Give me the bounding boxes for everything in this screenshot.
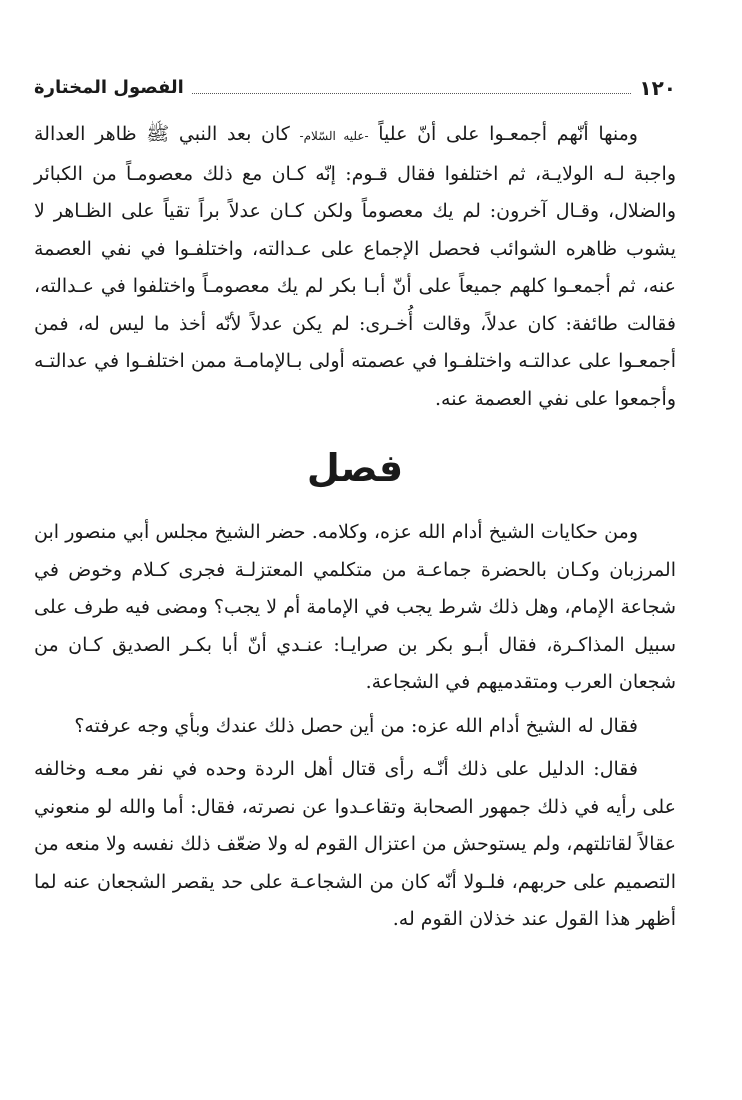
page-number: ١٢٠ bbox=[639, 76, 676, 100]
header-dotted-rule bbox=[192, 93, 632, 94]
section-paragraph-1: ومن حكايات الشيخ أدام الله عزه، وكلامه. حضر الشيخ مجلس أبي منصور ابن المرزبان وكـان بالحضرة جماعـة من متكلمي المعتزلـة فجرى كـلام وخوض في شجاعة الإمام، وهل ذلك شرط يجب في الإمامة أم لا يجب؟ ومضى فيه طرف على سبيل المذاكـرة، فقال أبـو بكر بن صرايـا: عنـدي أنّ أبا بكـر الصديق كـان من شجعان العرب ومتقدميهم في الشجاعة. bbox=[34, 521, 676, 693]
page-header bbox=[34, 72, 676, 102]
intro-text-rest: كان بعد النبي ﷺ ظاهر العدالة واجبة لـه الولايـة، ثم اختلفوا فقال قـوم: إنّه كـان مع ذلك معصومـاً من الكبائر والضلال، وقـال آخرون: لم يك معصوماً ولكن كـان عدلاً براً تقياً على الظـاهر لا يشوب ظاهره الشوائب فحصل الإجماع على عـدالته، واختلفـوا في نفي العصمة عنه، ثم أجمعـوا كلهم جميعاً على أنّ أبـا بكر لم يك معصومـاً واختلفوا في عـدالته، فقالت طائفة: كان عدلاً، وقالت أُخـرى: لم يكن عدلاً لأنّه أخذ ما ليس له، فمن أجمعـوا على عدالتـه واختلفـوا في عصمته أولى بـالإمامـة ممن اختلفـوا في عدالتـه وأجمعوا على نفي العصمة عنه. bbox=[34, 123, 676, 410]
page bbox=[34, 72, 676, 939]
intro-text-start: ومنها أنّهم أجمعـوا على أنّ علياً bbox=[368, 123, 638, 145]
section-paragraph-2: فقال له الشيخ أدام الله عزه: من أين حصل ذلك عندك وبأي وجه عرفته؟ bbox=[74, 714, 638, 737]
section-paragraph-3: فقال: الدليل على ذلك أنّـه رأى قتال أهل الردة وحده في نفر معـه وخالفه على رأيه في ذلك جمهور الصحابة وتقاعـدوا عن نصرته، فقال: أما والله لو منعوني عقالاً لقاتلتهم، ولم يستوحش من اعتزال القوم له ولا ضعّف ذلك نفسه ولا منعه من التصميم على حربهم، فلـولا أنّه كان من الشجاعـة على حد يقصر الشجعان عنه لما أظهر هذا القول عند خذلان القوم له. bbox=[34, 758, 676, 930]
intro-paragraph bbox=[34, 116, 676, 418]
honorific-note: -عليه السّلام- bbox=[299, 129, 369, 143]
book-title: الفصول المختارة bbox=[34, 77, 184, 98]
section-heading: فصل bbox=[306, 446, 404, 490]
